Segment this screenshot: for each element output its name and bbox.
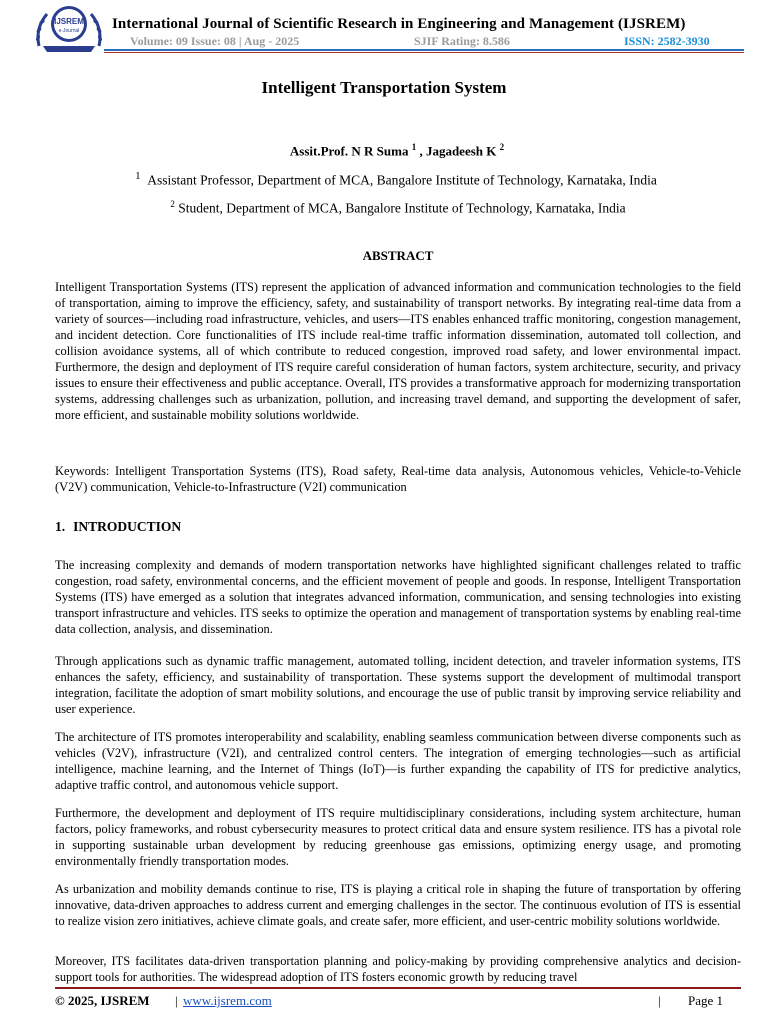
author-name: Jagadeesh K [425,143,497,159]
affiliation-text: Assistant Professor, Department of MCA, Bangalore Institute of Technology, Karnataka, India [147,172,657,188]
issn: ISSN: 2582-3930 [624,34,710,48]
body-paragraph: Through applications such as dynamic traffic management, automated tolling, incident detection, and traveler information systems, ITS enhances the safety, efficiency, and sustainability of transportation. These systems support the development of multimodal transport integration, facilitate the adoption of smart mobility solutions, and encourage the use of public transit by improving service reliability and user experience. [55,654,741,716]
svg-text:e-Journal: e-Journal [58,28,80,34]
body-paragraph: As urbanization and mobility demands continue to rise, ITS is playing a critical role in shaping the future of transportation by offering innovative, data-driven approaches to address current and emerging challenges in the sector. The continuous evolution of ITS is essential to realize vision zero initiatives, achieve climate goals, and create safer, more efficient, and user-centric mobility solutions worldwide. [55,882,741,928]
body-paragraph: The increasing complexity and demands of modern transportation networks have highlighted significant challenges related to traffic congestion, road safety, environmental concerns, and the efficient movement of people and goods. In response, Intelligent Transportation Systems (ITS) have emerged as a solution that integrates advanced information, communication, and sensing technologies into existing transport infrastructure and vehicles. ITS seeks to optimize the operation and management of transportation systems by enabling real-time data collection, analysis, and dissemination. [55,558,741,636]
footer-separator: | [658,993,661,1008]
svg-text:IJSREM: IJSREM [54,17,84,26]
author-name: Assit.Prof. N R Suma [289,143,409,159]
page-number: Page 1 [688,993,724,1008]
affiliation [14,199,768,217]
footer-copyright: © 2025, IJSREM [55,993,150,1008]
footer-rule [55,987,741,989]
affiliation [12,170,768,189]
body-paragraph: Moreover, ITS facilitates data-driven transportation planning and policy-making by providing comprehensive analytics and decision- support tools for authorities. The widespread adoption of ITS fosters economic growth by reducing travel [55,954,741,984]
footer-website-link[interactable]: www.ijsrem.com [183,993,272,1008]
paper-title: Intelligent Transportation System [261,78,507,97]
affiliation-text: Student, Department of MCA, Bangalore Institute of Technology, Karnataka, India [178,200,626,216]
journal-header [0,0,768,56]
header-rule [104,49,744,51]
journal-title: International Journal of Scientific Research in Engineering and Management (IJSREM) [112,16,686,32]
sjif-rating: SJIF Rating: 8.586 [414,34,510,48]
author-separator: , [419,143,423,159]
affiliation-mark: 1 [135,170,141,182]
body-paragraph: The architecture of ITS promotes interoperability and scalability, enabling seamless communication between diverse components such as vehicles (V2V), infrastructure (V2I), and centralized control centers. The integration of emerging technologies—such as artificial intelligence, machine learning, and the Internet of Things (IoT)—is further expanding the capability of ITS for predictive analytics, adaptive traffic control, and autonomous vehicle support. [55,730,741,792]
volume-info: Volume: 09 Issue: 08 | Aug - 2025 [130,34,300,48]
section-number: 1. [55,519,66,534]
author-affil-mark: 1 [411,142,417,152]
abstract-text: Intelligent Transportation Systems (ITS) represent the application of advanced information and communication technologies to the field of transportation, aiming to improve the efficiency, safety, and sustainability of transport networks. By integrating real-time data from a variety of sources—including road infrastructure, vehicles, and users—ITS enables enhanced traffic monitoring, congestion management, and incident detection. Core functionalities of ITS include real-time traffic information dissemination, automated toll collection, and collision avoidance systems, all of which contribute to reduced congestion, improved road safety, and lower environmental impact. Furthermore, the design and deployment of ITS require careful consideration of human factors, system architecture, security, and privacy issues to ensure their effectiveness and public acceptance. Overall, ITS provides a transformative approach for modernizing transportation systems, addressing challenges such as urbanization, pollution, and increasing travel demand, and supporting the development of safer, more efficient, and sustainable mobility solutions worldwide. [55,280,741,422]
section-heading [55,519,181,535]
author-affil-mark: 2 [499,142,505,152]
header-rule-accent [104,52,744,53]
author-list [0,142,768,159]
body-paragraph: Furthermore, the development and deployment of ITS require multidisciplinary considerations, including system architecture, human factors, policy frameworks, and robust cybersecurity measures to protect critical data and ensure system resilience. ITS has a pivotal role in supporting sustainable urban development by reducing greenhouse gas emissions, optimizing energy usage, and promoting environmentally friendly transportation modes. [55,806,741,868]
abstract-heading: ABSTRACT [362,248,434,263]
keywords: Keywords: Intelligent Transportation Systems (ITS), Road safety, Real-time data analysis, Autonomous vehicles, Vehicle-to-Vehicle (V2V) communication, Vehicle-to-Infrastructure (V2I) communication [55,464,741,494]
affiliation-mark: 2 [170,199,175,209]
footer-separator: | [175,993,178,1008]
ijsrem-logo [33,2,105,54]
section-title: INTRODUCTION [73,519,182,534]
